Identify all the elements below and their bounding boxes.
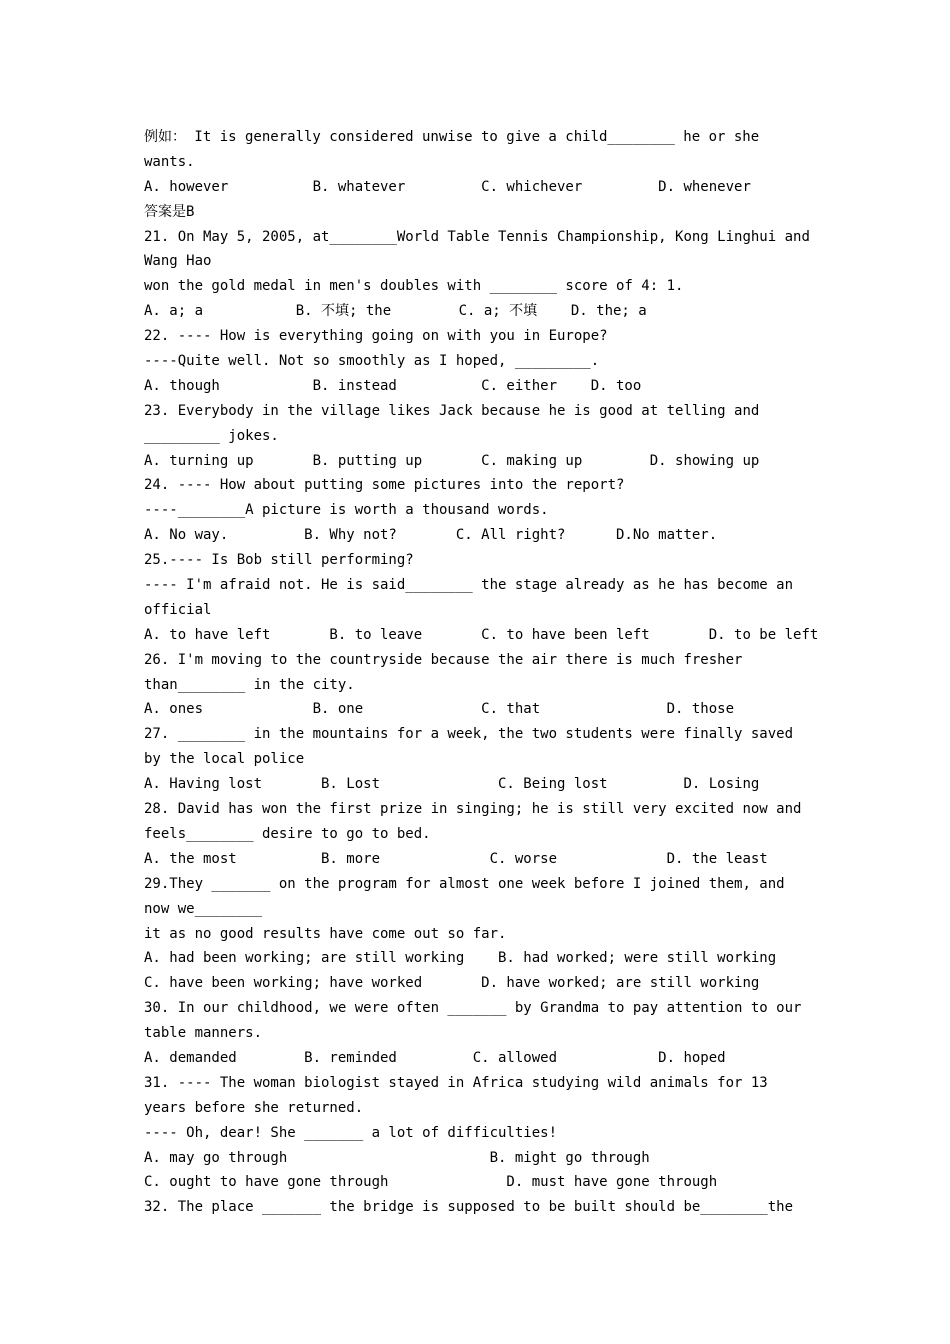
text-line: than________ in the city.: [144, 676, 355, 693]
text-line: it as no good results have come out so far.: [144, 925, 507, 942]
text-line: A. however B. whatever C. whichever D. whenever: [144, 178, 751, 195]
text-line: A. No way. B. Why not? C. All right? D.No matter.: [144, 527, 718, 544]
text-line: table manners.: [144, 1025, 263, 1042]
text-line: A. demanded B. reminded C. allowed D. hoped: [144, 1049, 726, 1066]
text-line: 答案是B: [144, 203, 195, 220]
text-line: 30. In our childhood, we were often _______ by Grandma to pay attention to our: [144, 1000, 802, 1017]
text-line: 23. Everybody in the village likes Jack because he is good at telling and: [144, 402, 760, 419]
text-line: ---- Oh, dear! She _______ a lot of difficulties!: [144, 1124, 558, 1141]
exercise-text: [144, 125, 824, 1220]
text-line: C. have been working; have worked D. have worked; are still working: [144, 975, 760, 992]
text-line: 28. David has won the first prize in singing; he is still very excited now and: [144, 801, 802, 818]
text-line: 32. The place _______ the bridge is supposed to be built should be________the: [144, 1199, 794, 1216]
text-line: A. a; a B. 不填; the C. a; 不填 D. the; a: [144, 303, 647, 320]
text-line: A. may go through B. might go through: [144, 1149, 650, 1166]
text-line: now we________: [144, 900, 263, 917]
text-line: _________ jokes.: [144, 427, 279, 444]
text-line: 例如： It is generally considered unwise to give a child________ he or she: [144, 129, 760, 145]
text-line: years before she returned.: [144, 1099, 364, 1116]
text-line: 29.They _______ on the program for almost one week before I joined them, and: [144, 875, 785, 892]
text-line: A. Having lost B. Lost C. Being lost D. Losing: [144, 776, 760, 793]
text-line: won the gold medal in men's doubles with ________ score of 4: 1.: [144, 278, 684, 295]
text-line: 21. On May 5, 2005, at________World Table Tennis Championship, Kong Linghui and: [144, 228, 810, 245]
text-line: ----Quite well. Not so smoothly as I hoped, _________.: [144, 353, 600, 370]
text-line: A. turning up B. putting up C. making up D. showing up: [144, 452, 760, 469]
text-line: 25.---- Is Bob still performing?: [144, 552, 414, 569]
text-line: 24. ---- How about putting some pictures into the report?: [144, 477, 625, 494]
text-line: 22. ---- How is everything going on with you in Europe?: [144, 328, 608, 345]
text-line: A. ones B. one C. that D. those: [144, 701, 735, 718]
text-line: official: [144, 601, 212, 618]
text-line: ----________A picture is worth a thousand words.: [144, 502, 549, 519]
text-line: A. though B. instead C. either D. too: [144, 377, 642, 394]
text-line: feels________ desire to go to bed.: [144, 825, 431, 842]
text-line: 27. ________ in the mountains for a week, the two students were finally saved: [144, 726, 794, 743]
text-line: wants.: [144, 153, 195, 170]
text-line: Wang Hao: [144, 253, 212, 270]
text-line: A. the most B. more C. worse D. the least: [144, 850, 768, 867]
text-line: ---- I'm afraid not. He is said________ the stage already as he has become an: [144, 577, 794, 594]
text-line: C. ought to have gone through D. must have gone through: [144, 1174, 718, 1191]
text-line: by the local police: [144, 751, 305, 768]
text-line: 26. I'm moving to the countryside because the air there is much fresher: [144, 651, 743, 668]
text-line: 31. ---- The woman biologist stayed in Africa studying wild animals for 13: [144, 1074, 768, 1091]
text-line: A. to have left B. to leave C. to have been left D. to be left: [144, 626, 819, 643]
text-line: A. had been working; are still working B. had worked; were still working: [144, 950, 777, 967]
